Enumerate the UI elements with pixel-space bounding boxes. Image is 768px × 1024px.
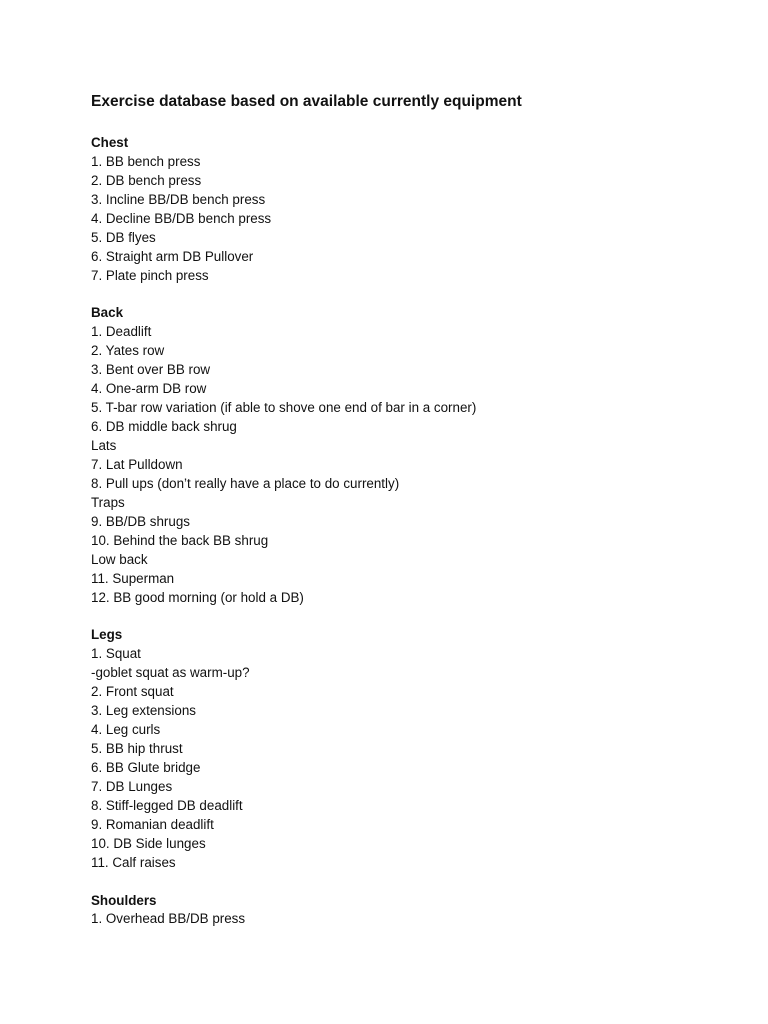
list-item: 3. Incline BB/DB bench press <box>91 191 266 207</box>
section-heading-legs: Legs <box>91 627 123 643</box>
section-heading-shoulders: Shoulders <box>91 892 157 908</box>
list-item: 4. Leg curls <box>91 722 161 738</box>
list-item: 8. Stiff-legged DB deadlift <box>91 797 243 813</box>
list-item: 7. Lat Pulldown <box>91 456 183 472</box>
section-chest <box>91 134 731 286</box>
list-item: 7. DB Lunges <box>91 778 173 794</box>
section-heading-back: Back <box>91 305 124 321</box>
subgroup-label-low-back: Low back <box>91 551 148 567</box>
list-item: 1. Overhead BB/DB press <box>91 911 246 927</box>
list-item: 1. Squat <box>91 646 141 662</box>
section-shoulders <box>91 892 731 930</box>
section-heading-chest: Chest <box>91 135 129 150</box>
document-title: Exercise database based on available currently equipment <box>91 93 522 110</box>
list-item: 10. DB Side lunges <box>91 835 206 851</box>
list-item: 6. Straight arm DB Pullover <box>91 248 254 264</box>
list-item: 2. DB bench press <box>91 172 202 188</box>
list-item: 4. One-arm DB row <box>91 381 207 397</box>
list-item: 9. Romanian deadlift <box>91 816 214 832</box>
list-item: 4. Decline BB/DB bench press <box>91 210 272 226</box>
list-item: 6. DB middle back shrug <box>91 419 237 435</box>
section-back <box>91 304 731 607</box>
list-item: 1. Deadlift <box>91 324 152 340</box>
list-item: 2. Yates row <box>91 343 165 359</box>
list-item: 12. BB good morning (or hold a DB) <box>91 589 304 605</box>
list-item: 5. T-bar row variation (if able to shove one end of bar in a corner) <box>91 400 477 416</box>
list-item: 8. Pull ups (don’t really have a place to do currently) <box>91 475 400 491</box>
list-item: 11. Calf raises <box>91 854 176 870</box>
section-spacer <box>91 873 731 892</box>
section-legs <box>91 626 731 872</box>
list-item: 5. BB hip thrust <box>91 741 183 756</box>
list-item-note: -goblet squat as warm-up? <box>91 665 250 681</box>
list-item: 7. Plate pinch press <box>91 267 209 283</box>
list-item: 3. Leg extensions <box>91 703 196 719</box>
subgroup-label-lats: Lats <box>91 438 117 453</box>
list-item: 11. Superman <box>91 570 175 586</box>
list-item: 2. Front squat <box>91 684 174 700</box>
section-spacer <box>91 607 731 626</box>
list-item: 10. Behind the back BB shrug <box>91 532 269 548</box>
section-spacer <box>91 286 731 305</box>
list-item: 1. BB bench press <box>91 153 201 169</box>
document-body <box>91 134 731 929</box>
list-item: 9. BB/DB shrugs <box>91 513 190 529</box>
subgroup-label-traps: Traps <box>91 494 125 510</box>
list-item: 3. Bent over BB row <box>91 362 211 378</box>
list-item: 6. BB Glute bridge <box>91 759 201 775</box>
list-item: 5. DB flyes <box>91 229 156 245</box>
